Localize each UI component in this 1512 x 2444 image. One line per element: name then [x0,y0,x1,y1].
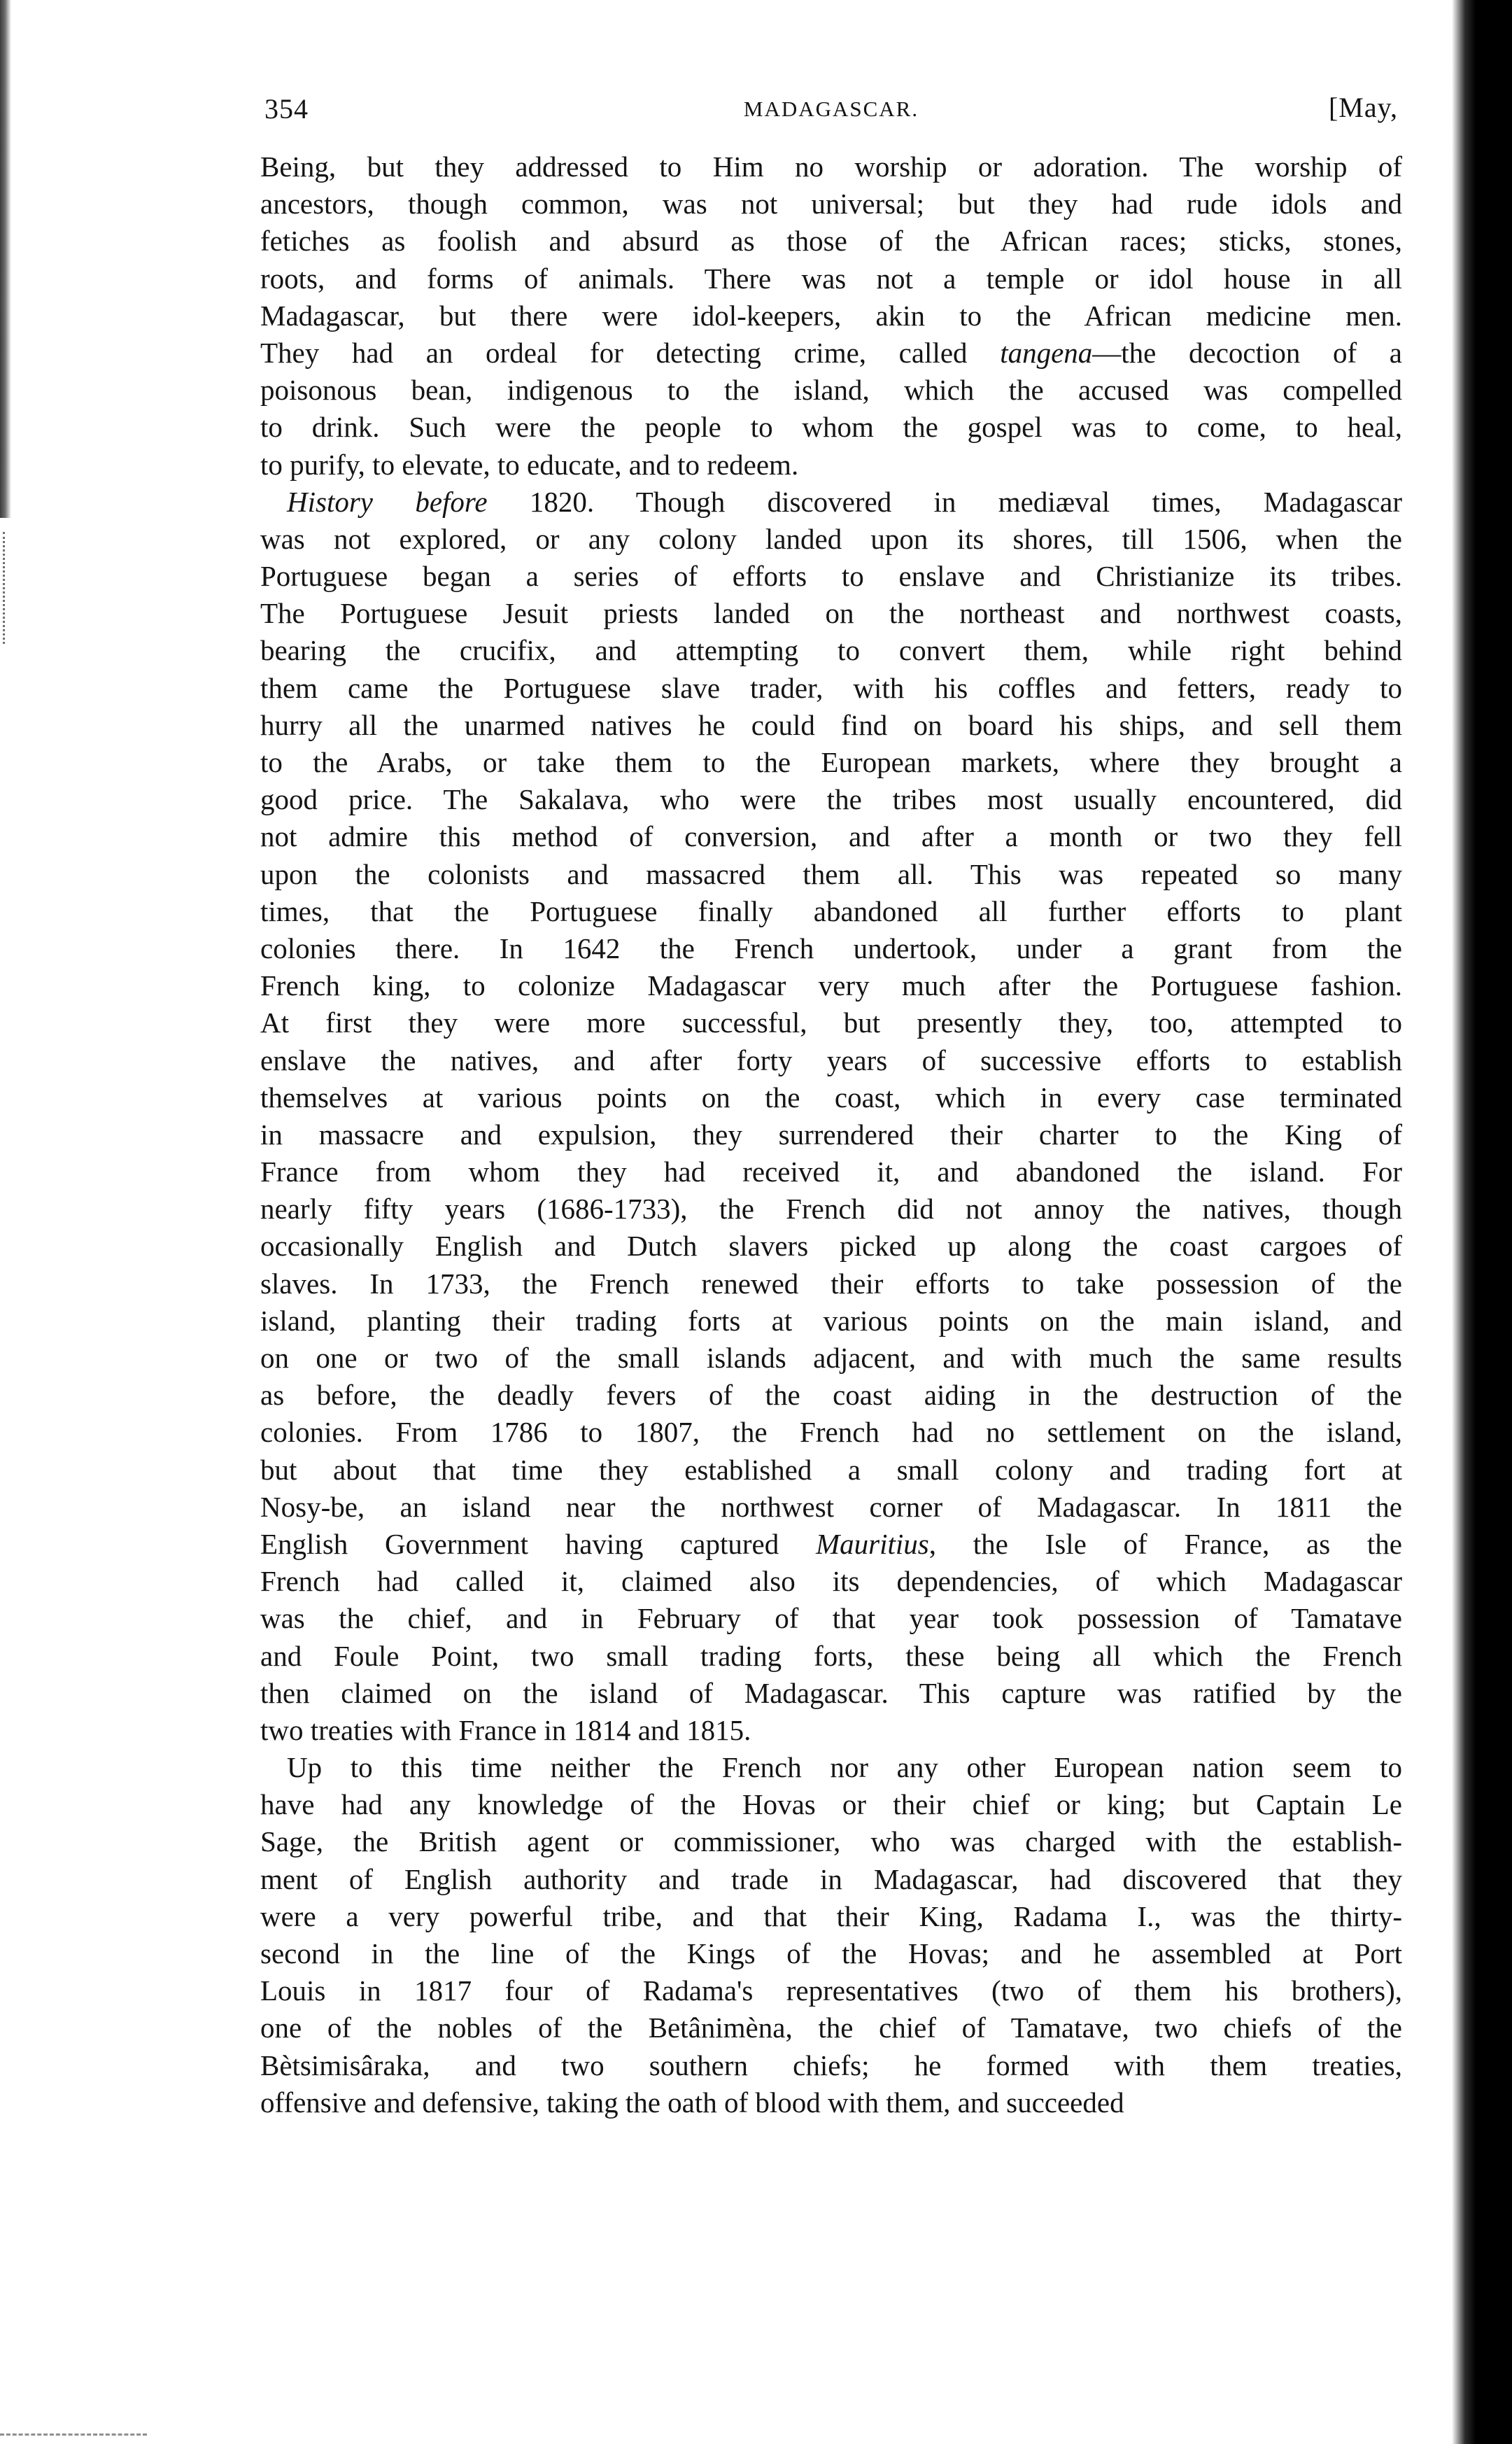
text-line: but about that time they established a small colony and trading fort at [260,1453,1402,1486]
text-line: ment of English authority and trade in Madagascar, had discovered that they [260,1862,1402,1895]
text-line: have had any knowledge of the Hovas or their chief or king; but Captain Le [260,1788,1402,1821]
text-line: colonies there. In 1642 the French undertook, under a grant from the [260,932,1402,964]
text-line: History before 1820. Though discovered in mediæval times, Madagascar [287,485,1402,518]
body-text [260,148,1402,2121]
text-line: was the chief, and in February of that year took possession of Tamatave [260,1602,1402,1635]
text-line: Being, but they addressed to Him no worship or adoration. The worship of [260,150,1402,183]
text-line: fetiches as foolish and absurd as those of the African races; sticks, stones, [260,225,1402,258]
text-line: Portuguese began a series of efforts to enslave and Christianize its tribes. [260,560,1402,593]
text-line: nearly fifty years (1686-1733), the French did not annoy the natives, though [260,1193,1402,1225]
scan-edge-shadow [0,0,11,518]
text-line: colonies. From 1786 to 1807, the French had no settlement on the island, [260,1416,1402,1449]
scan-bottom-specks [0,2434,147,2440]
text-line: At first they were more successful, but presently they, too, attempted to [260,1006,1402,1039]
text-line: enslave the natives, and after forty years of successive efforts to establish [260,1044,1402,1076]
paragraph [260,484,1402,1749]
text-line: Madagascar, but there were idol-keepers, akin to the African medicine men. [260,299,1402,332]
text-line: themselves at various points on the coast, which in every case terminated [260,1081,1402,1114]
scan-binding-shadow [1452,0,1512,2444]
text-line: poisonous bean, indigenous to the island, which the accused was compelled [260,374,1402,407]
text-line: as before, the deadly fevers of the coast aiding in the destruction of the [260,1379,1402,1412]
scan-edge-specks [3,532,9,644]
text-line: in massacre and expulsion, they surrendered their charter to the King of [260,1118,1402,1151]
text-line: them came the Portuguese slave trader, with his coffles and fetters, ready to [260,671,1402,704]
text-line: island, planting their trading forts at various points on the main island, and [260,1304,1402,1337]
text-line: not admire this method of conversion, and after a month or two they fell [260,820,1402,853]
text-line: French had called it, claimed also its dependencies, of which Madagascar [260,1565,1402,1598]
text-line: offensive and defensive, taking the oath of blood with them, and succeeded [260,2086,1124,2119]
text-line: Louis in 1817 four of Radama's representatives (two of them his brothers), [260,1974,1402,2007]
text-line: on one or two of the small islands adjacent, and with much the same results [260,1342,1402,1374]
text-line: to the Arabs, or take them to the European markets, where they brought a [260,746,1402,778]
text-line: then claimed on the island of Madagascar. This capture was ratified by the [260,1676,1402,1709]
text-line: bearing the crucifix, and attempting to convert them, while right behind [260,634,1402,667]
text-line: were a very powerful tribe, and that their King, Radama I., was the thirty- [260,1899,1402,1932]
text-line: two treaties with France in 1814 and 1815. [260,1713,751,1746]
text-line: Sage, the British agent or commissioner, who was charged with the establish- [260,1825,1402,1858]
text-line: and Foule Point, two small trading forts, these being all which the French [260,1639,1402,1672]
text-line: good price. The Sakalava, who were the tribes most usually encountered, did [260,783,1402,816]
text-line: to drink. Such were the people to whom the gospel was to come, to heal, [260,411,1402,444]
text-line: to purify, to elevate, to educate, and to redeem. [260,448,799,481]
text-line: English Government having captured Mauritius, the Isle of France, as the [260,1527,1402,1560]
text-line: Nosy-be, an island near the northwest corner of Madagascar. In 1811 the [260,1490,1402,1523]
text-line: Bètsimisâraka, and two southern chiefs; he formed with them treaties, [260,2049,1402,2081]
text-line: French king, to colonize Madagascar very much after the Portuguese fashion. [260,969,1402,1002]
text-line: roots, and forms of animals. There was not a temple or idol house in all [260,262,1402,295]
text-line: The Portuguese Jesuit priests landed on the northeast and northwest coasts, [260,597,1402,630]
text-line: occasionally English and Dutch slavers picked up along the coast cargoes of [260,1230,1402,1263]
text-line: ancestors, though common, was not universal; but they had rude idols and [260,188,1402,220]
text-line: They had an ordeal for detecting crime, called tangena—the decoction of a [260,336,1402,369]
paragraph [260,148,1402,484]
running-date: [May, [1328,92,1398,123]
text-line: one of the nobles of the Betânimèna, the chief of Tamatave, two chiefs of the [260,2011,1402,2044]
text-line: times, that the Portuguese finally abandoned all further efforts to plant [260,894,1402,927]
paragraph [260,1749,1402,2121]
text-line: France from whom they had received it, and abandoned the island. For [260,1156,1402,1188]
text-line: was not explored, or any colony landed upon its shores, till 1506, when the [260,522,1402,555]
running-title: MADAGASCAR. [743,97,919,121]
running-head [264,83,1398,132]
text-line: upon the colonists and massacred them all. This was repeated so many [260,857,1402,890]
text-line: slaves. In 1733, the French renewed their efforts to take possession of the [260,1267,1402,1300]
page-number: 354 [264,93,309,125]
text-line: Up to this time neither the French nor any other European nation seem to [287,1751,1402,1784]
text-line: second in the line of the Kings of the Hovas; and he assembled at Port [260,1937,1402,1969]
text-line: hurry all the unarmed natives he could find on board his ships, and sell them [260,708,1402,741]
